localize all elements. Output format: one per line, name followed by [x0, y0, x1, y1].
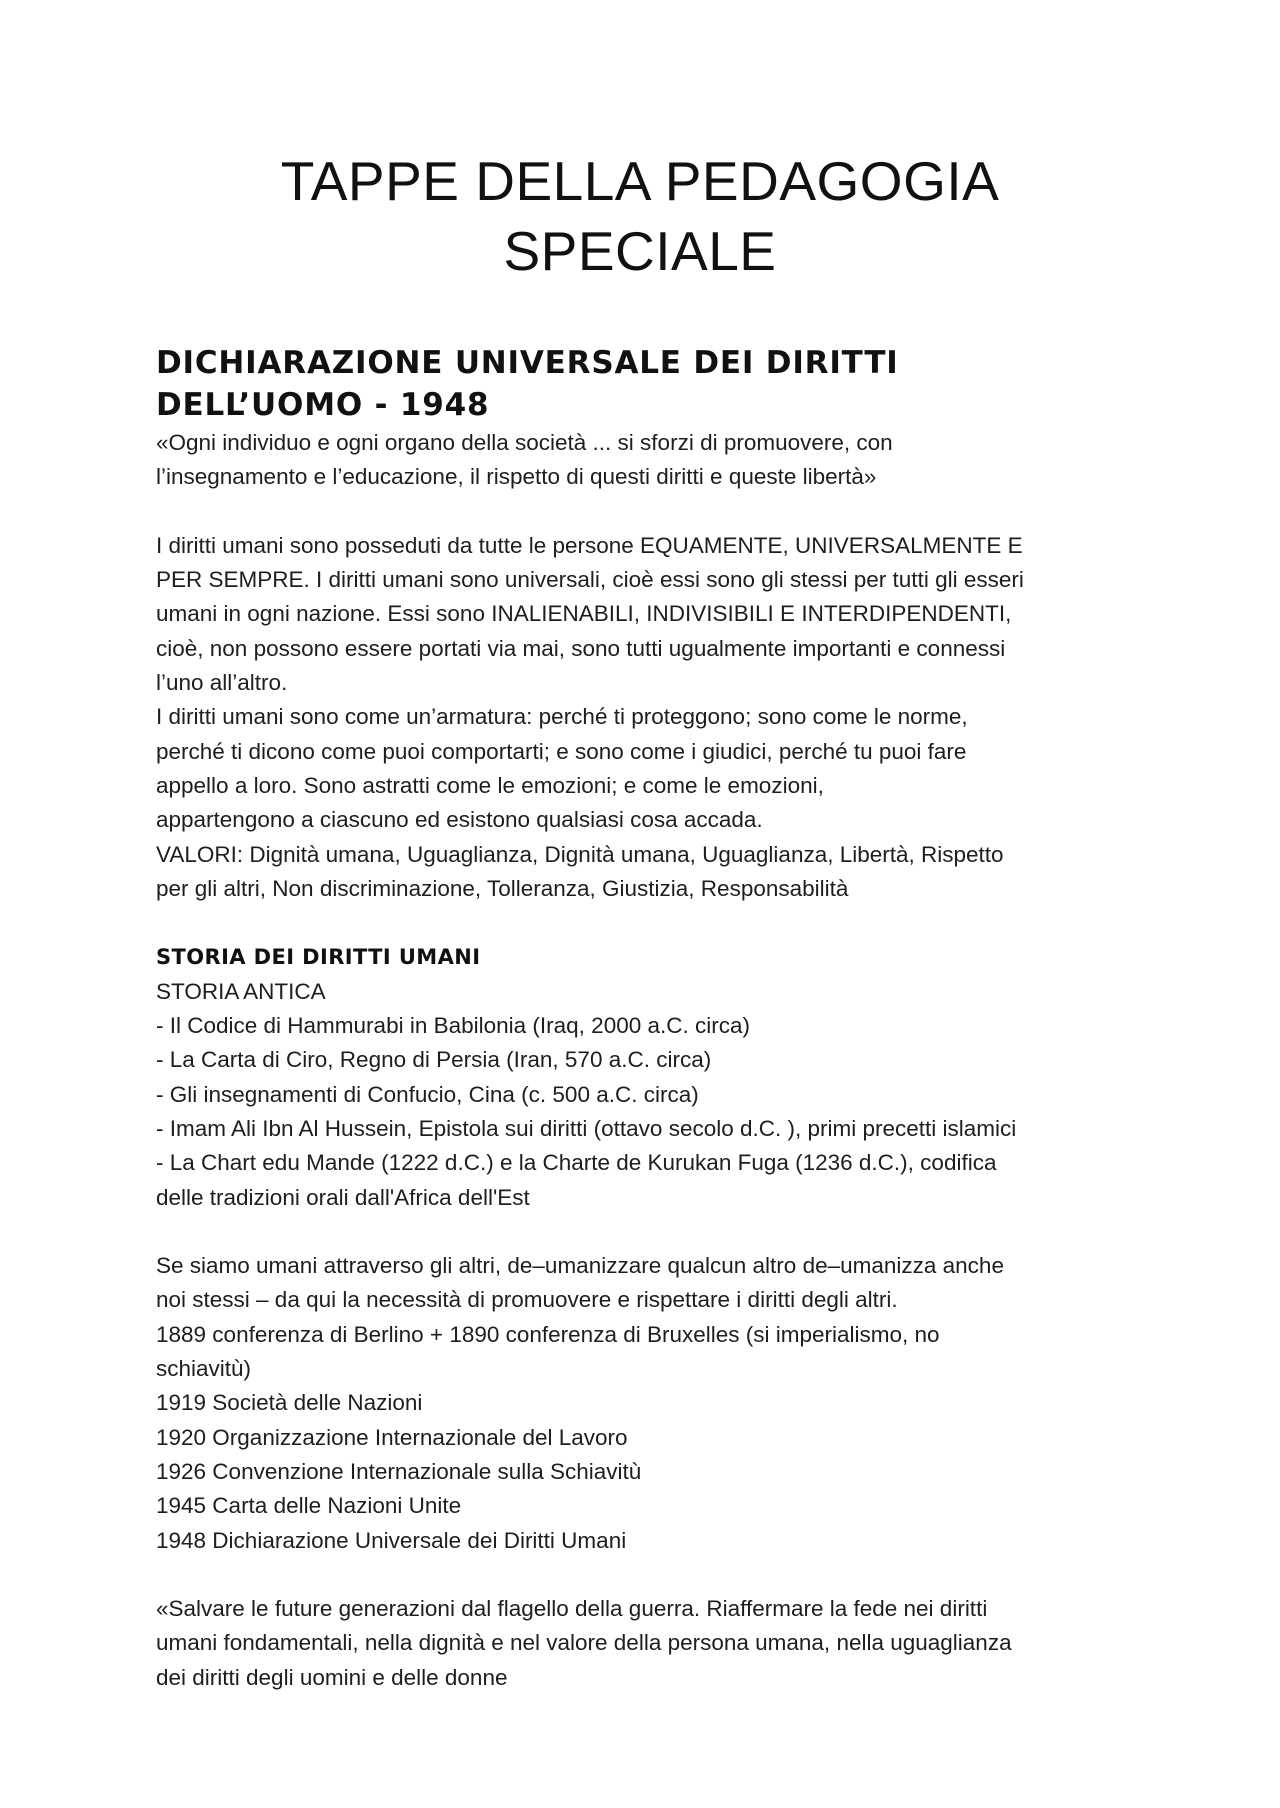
quote-block [156, 1592, 1124, 1695]
timeline-item: 1926 Convenzione Internazionale sulla Schiavitù [156, 1458, 642, 1484]
text-line: STORIA ANTICA [156, 978, 326, 1004]
text-line: schiavitù) [156, 1356, 252, 1382]
text-line: cioè, non possono essere portati via mai, sono tutti ugualmente importanti e connessi [156, 635, 1006, 661]
paragraph-gap [156, 1558, 1124, 1592]
text-line: appello a loro. Sono astratti come le emozioni; e come le emozioni, [156, 772, 824, 798]
text-line: appartengono a ciascuno ed esistono qualsiasi cosa accada. [156, 807, 763, 833]
text-line: «Ogni individuo e ogni organo della società ... si sforzi di promuovere, con [156, 430, 893, 455]
text-line: Se siamo umani attraverso gli altri, de–umanizzare qualcun altro de–umanizza anche [156, 1253, 1004, 1279]
history-section [156, 940, 1124, 1214]
section-heading-line: DELL’UOMO - 1948 [156, 387, 490, 423]
text-line: delle tradizioni orali dall'Africa dell'Est [156, 1184, 530, 1210]
text-line: l’insegnamento e l’educazione, il rispetto di questi diritti e queste libertà» [156, 464, 877, 490]
text-line: per gli altri, Non discriminazione, Tolleranza, Giustizia, Responsabilità [156, 875, 849, 901]
list-item: - Il Codice di Hammurabi in Babilonia (Iraq, 2000 a.C. circa) [156, 1013, 750, 1039]
text-line: umani fondamentali, nella dignità e nel valore della persona umana, nella uguaglianza [156, 1630, 1012, 1656]
section-heading [156, 342, 1124, 426]
section-heading-line: DICHIARAZIONE UNIVERSALE DEI DIRITTI [156, 345, 899, 381]
text-line: 1889 conferenza di Berlino + 1890 conferenza di Bruxelles (si imperialismo, no [156, 1321, 940, 1347]
text-line: I diritti umani sono posseduti da tutte le persone EQUAMENTE, UNIVERSALMENTE E [156, 532, 1023, 558]
list-item: - La Carta di Ciro, Regno di Persia (Iran, 570 a.C. circa) [156, 1047, 712, 1073]
rights-paragraph [156, 529, 1124, 906]
timeline-paragraph [156, 1249, 1124, 1558]
list-item: - Imam Ali Ibn Al Hussein, Epistola sui diritti (ottavo secolo d.C. ), primi precetti islamici [156, 1115, 1017, 1141]
timeline-item: 1948 Dichiarazione Universale dei Diritti Umani [156, 1527, 627, 1553]
timeline-item: 1920 Organizzazione Internazionale del Lavoro [156, 1424, 628, 1450]
paragraph-gap [156, 495, 1124, 529]
paragraph-gap [156, 1215, 1124, 1249]
paragraph-gap [156, 906, 1124, 940]
text-line: VALORI: Dignità umana, Uguaglianza, Dignità umana, Uguaglianza, Libertà, Rispetto [156, 841, 1004, 867]
quote-block [156, 426, 1124, 495]
list-item: - Gli insegnamenti di Confucio, Cina (c. 500 a.C. circa) [156, 1081, 699, 1107]
text-line: «Salvare le future generazioni dal flagello della guerra. Riaffermare la fede nei diritti [156, 1596, 988, 1622]
list-item: - La Chart edu Mande (1222 d.C.) e la Charte de Kurukan Fuga (1236 d.C.), codifica [156, 1150, 997, 1176]
history-heading: STORIA DEI DIRITTI UMANI [156, 945, 481, 970]
text-line: perché ti dicono come puoi comportarti; e sono come i giudici, perché tu puoi fare [156, 738, 967, 764]
timeline-item: 1919 Società delle Nazioni [156, 1390, 423, 1416]
text-line: l’uno all’altro. [156, 670, 288, 696]
text-line: I diritti umani sono come un’armatura: perché ti proteggono; sono come le norme, [156, 704, 968, 730]
text-line: umani in ogni nazione. Essi sono INALIENABILI, INDIVISIBILI E INTERDIPENDENTI, [156, 601, 1012, 627]
text-line: noi stessi – da qui la necessità di promuovere e rispettare i diritti degli altri. [156, 1287, 898, 1313]
document-title: TAPPE DELLA PEDAGOGIA SPECIALE [280, 150, 1000, 282]
text-line: PER SEMPRE. I diritti umani sono universali, cioè essi sono gli stessi per tutti gli esseri [156, 567, 1024, 593]
text-line: dei diritti degli uomini e delle donne [156, 1664, 508, 1690]
timeline-item: 1945 Carta delle Nazioni Unite [156, 1493, 462, 1519]
